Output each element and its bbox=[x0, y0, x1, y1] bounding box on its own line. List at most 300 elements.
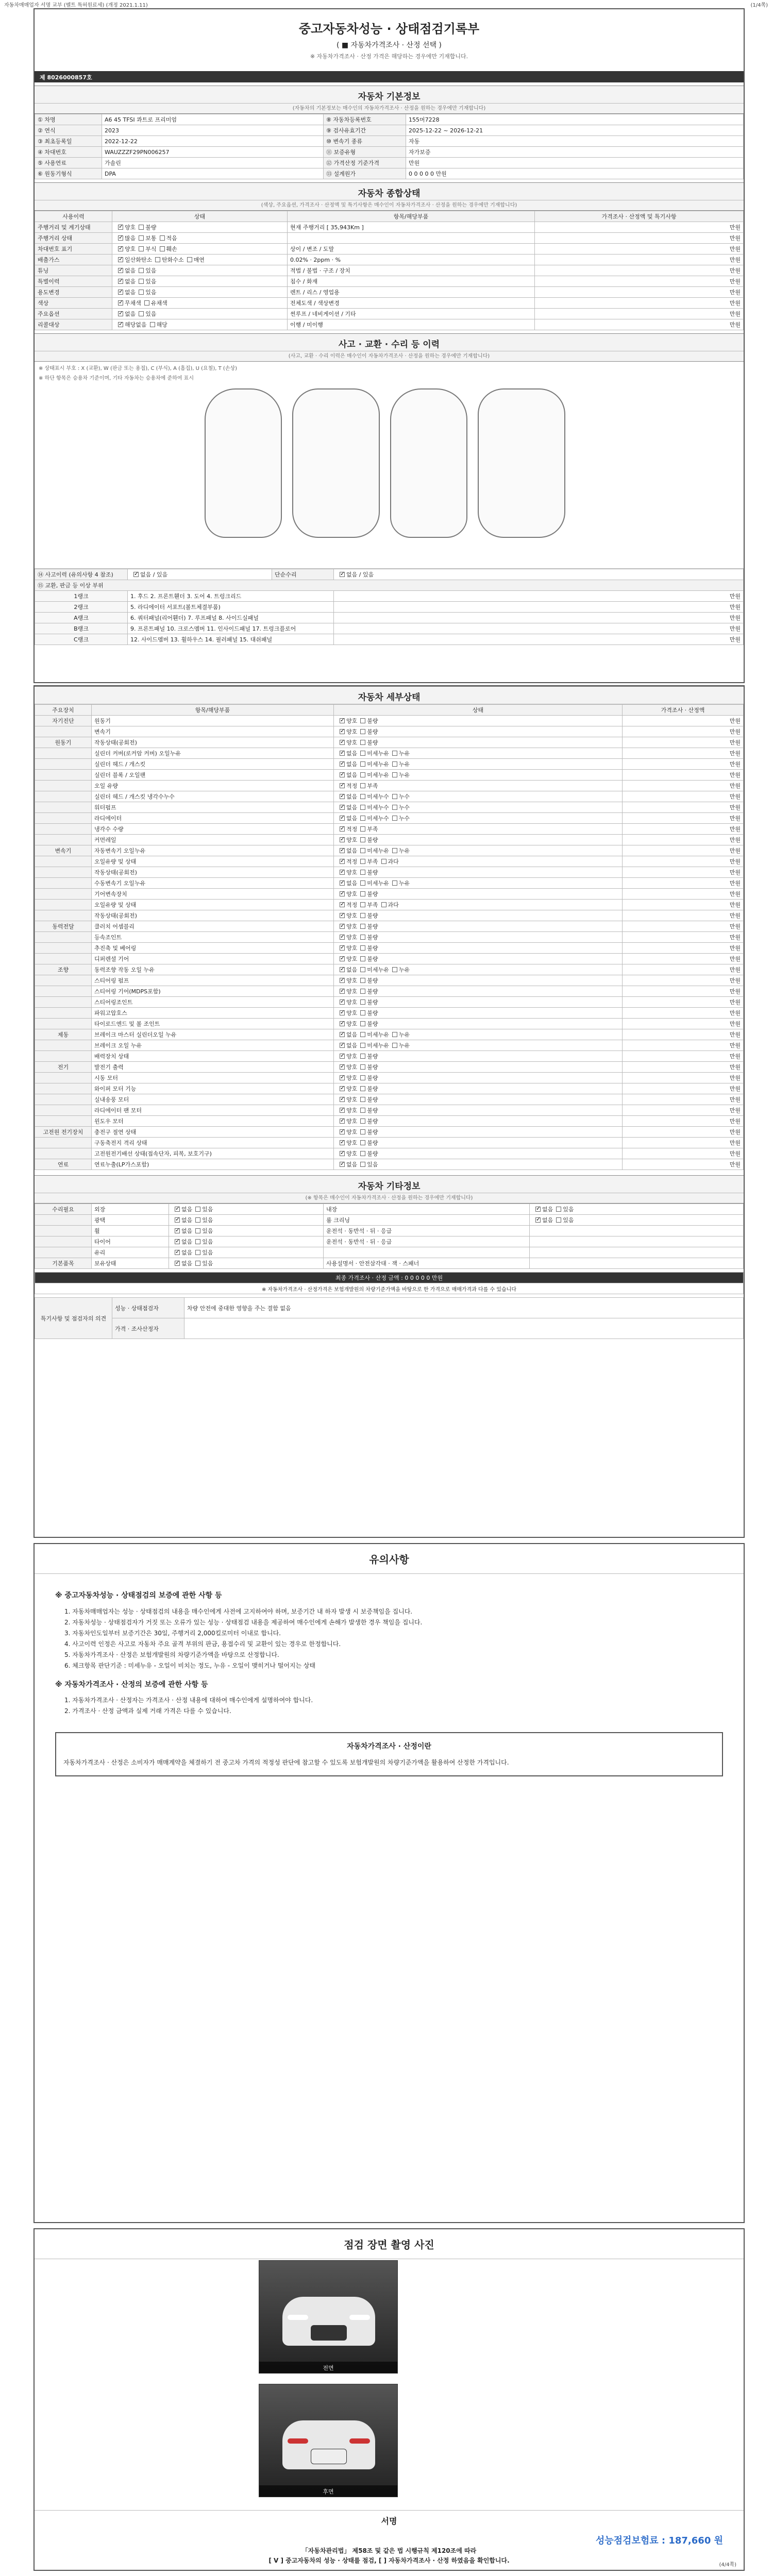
insurance-fee: 성능점검보험료 : 187,660 원 bbox=[595, 2535, 723, 2546]
detail-row bbox=[35, 726, 744, 737]
checkbox[interactable] bbox=[392, 880, 397, 886]
notice-item: 4. 사고이력 인정은 사고로 자동차 주요 골격 부위의 판금, 용접수리 및 교환이 있는 경우로 한정합니다. bbox=[64, 1640, 341, 1648]
checkbox[interactable] bbox=[340, 924, 345, 929]
basic-key: ⑤ 사용연료 bbox=[35, 158, 102, 168]
checkbox[interactable] bbox=[392, 805, 397, 810]
checkbox[interactable] bbox=[340, 870, 345, 875]
etc-state bbox=[169, 1258, 324, 1269]
option-label: 보통 bbox=[145, 235, 157, 242]
detail-price: 만원 bbox=[623, 737, 744, 748]
checkbox[interactable] bbox=[340, 913, 345, 918]
checkbox[interactable] bbox=[340, 880, 345, 886]
checkbox[interactable] bbox=[340, 794, 345, 799]
summary-col-header: 가격조사 · 산정액 및 특기사항 bbox=[535, 211, 744, 222]
checkbox[interactable] bbox=[340, 945, 345, 951]
checkbox[interactable] bbox=[118, 279, 123, 284]
detail-item: 작동상태(공회전) bbox=[92, 867, 334, 878]
checkbox[interactable] bbox=[360, 1043, 365, 1048]
checkbox[interactable] bbox=[118, 225, 123, 230]
checkbox[interactable] bbox=[340, 718, 345, 723]
detail-item: 실내송풍 모터 bbox=[92, 1094, 334, 1105]
detail-item: 구동축전지 격리 상태 bbox=[92, 1138, 334, 1148]
basic-value: 만원 bbox=[406, 158, 744, 168]
option-label: 양호 bbox=[346, 912, 358, 919]
detail-item: 클러치 어셈블리 bbox=[92, 921, 334, 932]
option-label: 불량 bbox=[367, 1129, 378, 1136]
detail-group: 동력전달 bbox=[35, 921, 92, 932]
detail-item: 원동기 bbox=[92, 716, 334, 726]
inspector-label: 성능 · 상태점검자 bbox=[112, 1298, 184, 1318]
checkbox[interactable] bbox=[360, 837, 365, 842]
etc-item: 유리 bbox=[92, 1247, 169, 1258]
checkbox[interactable] bbox=[340, 1054, 345, 1059]
etc-group: 수리필요 bbox=[35, 1204, 92, 1215]
detail-group bbox=[35, 1083, 92, 1094]
summary-key: 용도변경 bbox=[35, 287, 112, 298]
checkbox[interactable] bbox=[360, 870, 365, 875]
checkbox[interactable] bbox=[118, 257, 123, 262]
basic-value: 가솔린 bbox=[102, 158, 324, 168]
detail-price: 만원 bbox=[623, 1094, 744, 1105]
page-4 bbox=[33, 2228, 745, 2571]
total-note: ※ 자동차가격조사 · 산정가격은 보험개발원의 차량기준가액을 바탕으로 한 가격으로 매매가격과 다를 수 있습니다 bbox=[35, 1283, 744, 1294]
checkbox[interactable] bbox=[360, 1054, 365, 1059]
detail-row bbox=[35, 900, 744, 910]
summary-detail: 현재 주행거리 [ 35,943Km ] bbox=[288, 222, 535, 233]
checkbox[interactable] bbox=[360, 989, 365, 994]
checkbox[interactable] bbox=[360, 794, 365, 799]
checkbox[interactable] bbox=[360, 1151, 365, 1156]
checkbox[interactable] bbox=[340, 999, 345, 1005]
checkbox[interactable] bbox=[340, 967, 345, 972]
detail-price: 만원 bbox=[623, 964, 744, 975]
checkbox-none[interactable] bbox=[340, 572, 345, 577]
checkbox[interactable] bbox=[360, 956, 365, 961]
detail-row bbox=[35, 1029, 744, 1040]
etc-item: 타이어 bbox=[92, 1236, 169, 1247]
checkbox[interactable] bbox=[340, 902, 345, 907]
checkbox[interactable] bbox=[340, 826, 345, 832]
detail-item: 실린더 커버(로커암 커버) 오일누유 bbox=[92, 748, 334, 759]
summary-price: 만원 bbox=[535, 298, 744, 309]
detail-state bbox=[334, 791, 623, 802]
detail-group bbox=[35, 1105, 92, 1116]
checkbox[interactable] bbox=[381, 859, 386, 864]
checkbox[interactable] bbox=[360, 935, 365, 940]
appraiser-label: 가격 · 조사산정자 bbox=[112, 1318, 184, 1339]
detail-price: 만원 bbox=[623, 781, 744, 791]
detail-item: 수동변속기 오일누유 bbox=[92, 878, 334, 889]
option-label: 미세누유 bbox=[367, 761, 389, 768]
etc-state-2 bbox=[530, 1215, 744, 1226]
checkbox[interactable] bbox=[360, 816, 365, 821]
detail-row bbox=[35, 1083, 744, 1094]
detail-state bbox=[334, 1127, 623, 1138]
checkbox[interactable] bbox=[195, 1207, 200, 1212]
detail-item: 기어변속장치 bbox=[92, 889, 334, 900]
detail-row bbox=[35, 964, 744, 975]
summary-state bbox=[112, 244, 288, 255]
checkbox[interactable] bbox=[340, 956, 345, 961]
checkbox[interactable] bbox=[340, 1108, 345, 1113]
detail-state bbox=[334, 813, 623, 824]
detail-row bbox=[35, 1073, 744, 1083]
checkbox[interactable] bbox=[118, 300, 123, 306]
option-label: 누유 bbox=[398, 880, 410, 887]
checkbox[interactable] bbox=[360, 859, 365, 864]
checkbox[interactable] bbox=[360, 1086, 365, 1091]
checkbox[interactable] bbox=[556, 1207, 561, 1212]
option-label: 없음 bbox=[346, 1042, 358, 1049]
checkbox[interactable] bbox=[195, 1228, 200, 1233]
checkbox[interactable] bbox=[139, 225, 144, 230]
detail-group bbox=[35, 1051, 92, 1062]
checkbox[interactable] bbox=[175, 1217, 180, 1223]
detail-group: 고전원 전기장치 bbox=[35, 1127, 92, 1138]
option-label: 양호 bbox=[346, 1064, 358, 1071]
detail-item: 라디에이터 팬 모터 bbox=[92, 1105, 334, 1116]
summary-row bbox=[35, 222, 744, 233]
checkbox[interactable] bbox=[360, 1032, 365, 1037]
car-diagram bbox=[35, 383, 744, 569]
detail-price: 만원 bbox=[623, 1019, 744, 1029]
checkbox[interactable] bbox=[360, 1064, 365, 1070]
checkbox[interactable] bbox=[139, 279, 144, 284]
detail-item: 오일유량 및 상태 bbox=[92, 900, 334, 910]
option-label: 누수 bbox=[398, 815, 410, 822]
checkbox[interactable] bbox=[556, 1217, 561, 1223]
checkbox[interactable] bbox=[139, 235, 144, 241]
checkbox[interactable] bbox=[340, 751, 345, 756]
checkbox[interactable] bbox=[392, 772, 397, 777]
checkbox[interactable] bbox=[392, 816, 397, 821]
checkbox[interactable] bbox=[340, 1162, 345, 1167]
special-table bbox=[35, 1297, 744, 1339]
checkbox[interactable] bbox=[360, 751, 365, 756]
option-label: 없음 bbox=[181, 1239, 193, 1245]
detail-group bbox=[35, 1073, 92, 1083]
detail-row bbox=[35, 867, 744, 878]
checkbox[interactable] bbox=[340, 729, 345, 734]
checkbox[interactable] bbox=[175, 1261, 180, 1266]
summary-state bbox=[112, 233, 288, 244]
checkbox[interactable] bbox=[155, 257, 160, 262]
detail-state bbox=[334, 1138, 623, 1148]
checkbox[interactable] bbox=[360, 761, 365, 767]
detail-group bbox=[35, 1008, 92, 1019]
rank-price: 만원 bbox=[334, 623, 744, 634]
option-label: 양호 bbox=[346, 1107, 358, 1114]
detail-price: 만원 bbox=[623, 1062, 744, 1073]
detail-price: 만원 bbox=[623, 716, 744, 726]
basic-info-title: 자동차 기본정보 bbox=[35, 86, 744, 104]
checkbox[interactable] bbox=[150, 322, 155, 327]
checkbox[interactable] bbox=[360, 1118, 365, 1124]
header-form-info: 자동차매매업자 서명 교부 (벨트 특허원료세) (개정 2021.1.11) bbox=[4, 3, 148, 8]
option-label: 없음 bbox=[346, 967, 358, 973]
option-label: 미세누유 bbox=[367, 967, 389, 973]
checkbox[interactable] bbox=[360, 978, 365, 983]
detail-item: 충전구 절연 상태 bbox=[92, 1127, 334, 1138]
summary-key: 배출가스 bbox=[35, 255, 112, 265]
basic-key: ② 연식 bbox=[35, 125, 102, 136]
checkbox[interactable] bbox=[392, 1032, 397, 1037]
option-label: 양호 bbox=[346, 718, 358, 724]
detail-state bbox=[334, 1159, 623, 1170]
checkbox[interactable] bbox=[195, 1239, 200, 1244]
checkbox[interactable] bbox=[340, 1064, 345, 1070]
checkbox[interactable] bbox=[360, 945, 365, 951]
checkbox[interactable] bbox=[139, 290, 144, 295]
checkbox[interactable] bbox=[392, 761, 397, 767]
checkbox[interactable] bbox=[360, 967, 365, 972]
checkbox[interactable] bbox=[360, 1162, 365, 1167]
detail-row bbox=[35, 1138, 744, 1148]
checkbox[interactable] bbox=[340, 1010, 345, 1015]
checkbox[interactable] bbox=[118, 311, 123, 316]
option-label: 양호 bbox=[346, 1150, 358, 1157]
detail-row bbox=[35, 943, 744, 954]
page-number-4: (4/4쪽) bbox=[719, 2562, 736, 2568]
checkbox[interactable] bbox=[360, 805, 365, 810]
option-label: 많음 bbox=[125, 235, 136, 242]
basic-value: 2022-12-22 bbox=[102, 136, 324, 147]
checkbox[interactable] bbox=[360, 913, 365, 918]
checkbox[interactable] bbox=[360, 1129, 365, 1134]
option-label: 미세누유 bbox=[367, 1042, 389, 1049]
checkbox[interactable] bbox=[187, 257, 192, 262]
detail-price: 만원 bbox=[623, 867, 744, 878]
option-label: 해당 bbox=[156, 321, 167, 328]
option-label: 불량 bbox=[367, 988, 378, 995]
etc-state bbox=[169, 1215, 324, 1226]
checkbox[interactable] bbox=[392, 1043, 397, 1048]
detail-state bbox=[334, 964, 623, 975]
etc-state bbox=[169, 1226, 324, 1236]
detail-group bbox=[35, 781, 92, 791]
option-label: 있음 bbox=[202, 1249, 213, 1256]
checkbox[interactable] bbox=[360, 1097, 365, 1102]
checkbox[interactable] bbox=[340, 1075, 345, 1080]
checkbox[interactable] bbox=[360, 740, 365, 745]
checkbox[interactable] bbox=[118, 322, 123, 327]
etc-state bbox=[169, 1204, 324, 1215]
detail-state bbox=[334, 1148, 623, 1159]
rank-label: 2랭크 bbox=[35, 602, 128, 613]
checkbox[interactable] bbox=[175, 1228, 180, 1233]
checkbox[interactable] bbox=[360, 902, 365, 907]
option-label: 없음 bbox=[125, 289, 136, 296]
checkbox[interactable] bbox=[118, 246, 123, 251]
accident-legend-2: ※ 하단 항목은 승용차 기준이며, 기타 자동차는 승용차에 준하여 표시 bbox=[39, 376, 194, 381]
summary-row bbox=[35, 255, 744, 265]
checkbox[interactable] bbox=[195, 1261, 200, 1266]
checkbox[interactable] bbox=[160, 235, 165, 241]
option-label: 누유 bbox=[398, 1042, 410, 1049]
summary-price: 만원 bbox=[535, 244, 744, 255]
option-label: 있음 bbox=[202, 1228, 213, 1234]
checkbox[interactable] bbox=[360, 880, 365, 886]
etc-item-2: 룸 크리닝 bbox=[324, 1215, 530, 1226]
summary-row bbox=[35, 233, 744, 244]
checkbox[interactable] bbox=[392, 967, 397, 972]
checkbox[interactable] bbox=[144, 300, 149, 306]
checkbox[interactable] bbox=[139, 268, 144, 273]
basic-row bbox=[35, 158, 744, 168]
checkbox[interactable] bbox=[340, 783, 345, 788]
checkbox[interactable] bbox=[118, 290, 123, 295]
checkbox[interactable] bbox=[360, 772, 365, 777]
rank-label: B랭크 bbox=[35, 623, 128, 634]
checkbox[interactable] bbox=[118, 235, 123, 241]
checkbox[interactable] bbox=[360, 718, 365, 723]
checkbox[interactable] bbox=[360, 1075, 365, 1080]
detail-state bbox=[334, 1073, 623, 1083]
checkbox[interactable] bbox=[175, 1207, 180, 1212]
checkbox[interactable] bbox=[360, 848, 365, 853]
checkbox[interactable] bbox=[360, 891, 365, 896]
checkbox[interactable] bbox=[340, 816, 345, 821]
checkbox[interactable] bbox=[340, 1151, 345, 1156]
checkbox[interactable] bbox=[340, 1129, 345, 1134]
option-label: 양호 bbox=[346, 1010, 358, 1016]
etc-item-2 bbox=[324, 1247, 530, 1258]
checkbox[interactable] bbox=[392, 751, 397, 756]
checkbox[interactable] bbox=[139, 311, 144, 316]
checkbox[interactable] bbox=[392, 848, 397, 853]
checkbox[interactable] bbox=[360, 1140, 365, 1145]
car-top-view bbox=[292, 388, 380, 538]
checkbox[interactable] bbox=[340, 805, 345, 810]
checkbox[interactable] bbox=[381, 902, 386, 907]
checkbox[interactable] bbox=[340, 1086, 345, 1091]
checkbox[interactable] bbox=[340, 891, 345, 896]
basic-value: DPA bbox=[102, 168, 324, 179]
summary-detail: 침수 / 화재 bbox=[288, 276, 535, 287]
option-label: 훼손 bbox=[166, 246, 177, 252]
summary-row bbox=[35, 319, 744, 330]
document-note: ※ 자동차가격조사 · 산정 가격은 해당하는 경우에만 기재합니다. bbox=[310, 53, 468, 60]
etc-state-2 bbox=[530, 1226, 744, 1236]
checkbox[interactable] bbox=[535, 1217, 541, 1223]
detail-row bbox=[35, 737, 744, 748]
summary-detail: 0.02% · 2ppm · % bbox=[288, 255, 535, 265]
basic-row bbox=[35, 125, 744, 136]
checkbox[interactable] bbox=[139, 246, 144, 251]
document-number: 제 8026000857호 bbox=[35, 71, 744, 82]
checkbox[interactable] bbox=[340, 1118, 345, 1124]
detail-state bbox=[334, 975, 623, 986]
checkbox[interactable] bbox=[340, 1140, 345, 1145]
checkbox[interactable] bbox=[535, 1207, 541, 1212]
checkbox[interactable] bbox=[340, 1043, 345, 1048]
checkbox[interactable] bbox=[340, 1021, 345, 1026]
checkbox[interactable] bbox=[360, 1108, 365, 1113]
checkbox[interactable] bbox=[340, 989, 345, 994]
summary-table bbox=[35, 211, 744, 330]
summary-detail bbox=[288, 233, 535, 244]
detail-group: 변속기 bbox=[35, 845, 92, 856]
accident-history-value: ✓ 없음 / 있음 bbox=[128, 569, 272, 580]
checkbox[interactable] bbox=[175, 1250, 180, 1255]
rank-label: A랭크 bbox=[35, 613, 128, 623]
detail-col-header: 항목/해당부품 bbox=[92, 705, 334, 716]
checkbox[interactable] bbox=[360, 1010, 365, 1015]
option-label: 양호 bbox=[346, 1075, 358, 1081]
detail-row bbox=[35, 748, 744, 759]
simple-repair-label: 단순수리 bbox=[272, 569, 334, 580]
total-table: 최종 가격조사 · 산정 금액 : 0 0 0 0 0 만원 ※ 자동차가격조사 · 산정가격은 보험개발원의 차량기준가액을 바탕으로 한 가격으로 매매가격과 다를 수 있습니다 bbox=[35, 1272, 744, 1294]
checkbox[interactable] bbox=[195, 1250, 200, 1255]
detail-group bbox=[35, 1148, 92, 1159]
detail-row bbox=[35, 954, 744, 964]
summary-key: 튜닝 bbox=[35, 265, 112, 276]
detail-item: 연료누출(LP가스포함) bbox=[92, 1159, 334, 1170]
abnormal-parts-label: ⑮ 교환, 판금 등 이상 부위 bbox=[35, 580, 744, 591]
car-left-view bbox=[205, 388, 282, 538]
checkbox[interactable] bbox=[360, 826, 365, 832]
checkbox[interactable] bbox=[360, 1021, 365, 1026]
option-label: 없음 bbox=[346, 880, 358, 887]
checkbox-none[interactable] bbox=[133, 572, 139, 577]
detail-row bbox=[35, 835, 744, 845]
detail-price: 만원 bbox=[623, 726, 744, 737]
option-label: 미세누유 bbox=[367, 750, 389, 757]
detail-item: 오일유량 및 상태 bbox=[92, 856, 334, 867]
etc-group bbox=[35, 1215, 92, 1226]
detail-state bbox=[334, 748, 623, 759]
checkbox[interactable] bbox=[195, 1217, 200, 1223]
checkbox[interactable] bbox=[175, 1239, 180, 1244]
checkbox[interactable] bbox=[392, 794, 397, 799]
detail-row bbox=[35, 1094, 744, 1105]
document-subtitle: ( ■ 자동차가격조사 · 산정 선택 ) bbox=[336, 41, 442, 49]
confirmation-text: 「자동차관리법」 제58조 및 같은 법 시행규칙 제120조에 따라 [ V ] 중고자동차의 성능 · 상태를 점검, [ ] 자동차가격조사 · 산정 하였음을 확인합니다. bbox=[268, 2547, 510, 2564]
option-label: 없음 bbox=[346, 1031, 358, 1038]
checkbox[interactable] bbox=[360, 999, 365, 1005]
checkbox[interactable] bbox=[360, 783, 365, 788]
checkbox[interactable] bbox=[340, 978, 345, 983]
option-label: 있음 bbox=[145, 267, 157, 274]
detail-row bbox=[35, 813, 744, 824]
rank-price: 만원 bbox=[334, 591, 744, 602]
detail-group bbox=[35, 943, 92, 954]
rear-photo bbox=[259, 2384, 398, 2497]
checkbox[interactable] bbox=[340, 859, 345, 864]
page-2 bbox=[33, 685, 745, 1538]
checkbox[interactable] bbox=[340, 837, 345, 842]
checkbox[interactable] bbox=[340, 848, 345, 853]
checkbox[interactable] bbox=[340, 935, 345, 940]
checkbox[interactable] bbox=[340, 740, 345, 745]
checkbox[interactable] bbox=[118, 268, 123, 273]
checkbox[interactable] bbox=[340, 1097, 345, 1102]
detail-group bbox=[35, 1138, 92, 1148]
checkbox[interactable] bbox=[360, 924, 365, 929]
detail-group bbox=[35, 791, 92, 802]
notice-item: 6. 체크항목 판단기준 : 미세누유 - 오일이 비치는 정도, 누유 - 오일이 맺히거나 떨어지는 상태 bbox=[64, 1662, 316, 1669]
rank-label: C랭크 bbox=[35, 634, 128, 645]
summary-state bbox=[112, 255, 288, 265]
detail-item: 등속조인트 bbox=[92, 932, 334, 943]
detail-state bbox=[334, 910, 623, 921]
checkbox[interactable] bbox=[160, 246, 165, 251]
summary-col-header: 상태 bbox=[112, 211, 288, 222]
checkbox[interactable] bbox=[340, 1032, 345, 1037]
checkbox[interactable] bbox=[340, 761, 345, 767]
checkbox[interactable] bbox=[360, 729, 365, 734]
checkbox[interactable] bbox=[340, 772, 345, 777]
